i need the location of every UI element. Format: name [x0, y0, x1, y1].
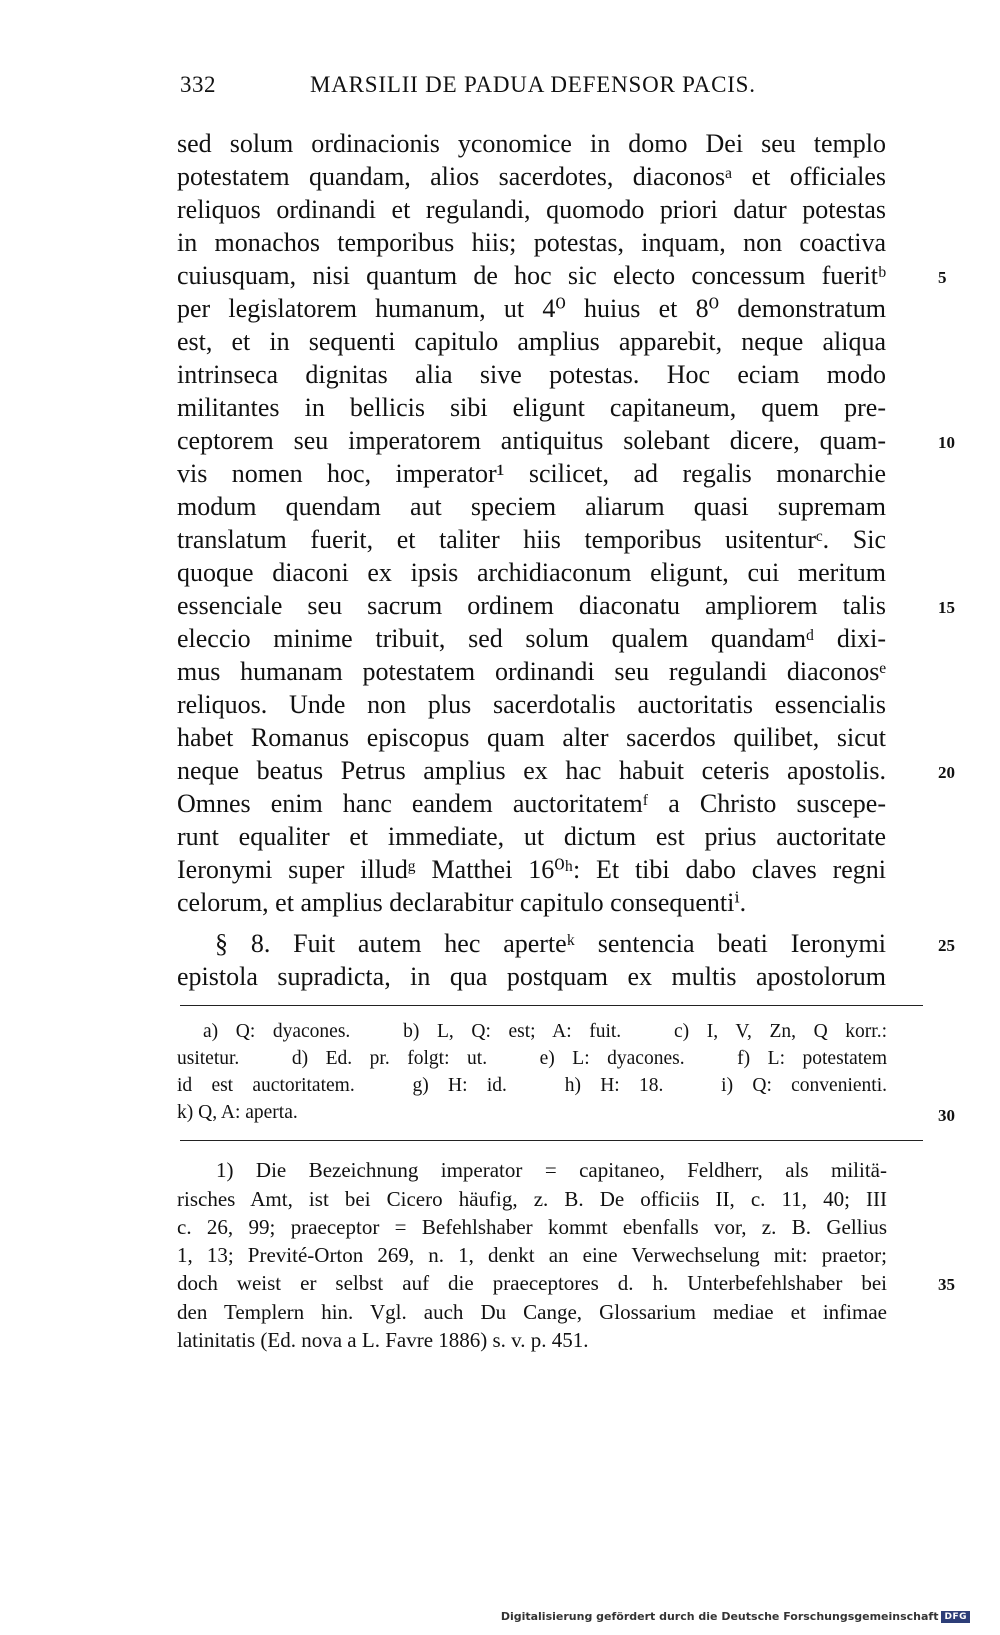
running-head: MARSILII DE PADUA DEFENSOR PACIS. [310, 72, 756, 97]
text-line: runt equaliter et immediate, ut dictum est prius auctoritate [177, 822, 886, 851]
apparatus-line: usitetur. d) Ed. pr. folgt: ut. e) L: dyacones. f) L: potestatem [177, 1048, 887, 1069]
text-line: est, et in sequenti capitulo amplius apparebit, neque aliqua [177, 327, 886, 356]
line-number: 35 [938, 1275, 955, 1294]
line-number: 10 [938, 433, 955, 452]
text-line: epistola supradicta, in qua postquam ex multis apostolorum [177, 962, 886, 991]
footnote-line: risches Amt, ist bei Cicero häufig, z. B. De officiis II, c. 11, 40; III [177, 1187, 887, 1211]
text-line: quoque diaconi ex ipsis archidiaconum eligunt, cui meritum [177, 558, 886, 587]
text-line: reliquos ordinandi et regulandi, quomodo priori datur potestas [177, 195, 886, 224]
line-number: 5 [938, 268, 947, 287]
apparatus-line: id est auctoritatem. g) H: id. h) H: 18. i) Q: convenienti. [177, 1075, 887, 1096]
line-number: 25 [938, 936, 955, 955]
footnote-rule [180, 1140, 923, 1141]
text-line: ceptorem seu imperatorem antiquitus solebant dicere, quam- [177, 426, 886, 455]
text-line: Ieronymi super illudᵍ Matthei 16⁰ʰ: Et tibi dabo claves regni [177, 855, 886, 884]
text-line: reliquos. Unde non plus sacerdotalis auctoritatis essencialis [177, 690, 886, 719]
text-line: potestatem quandam, alios sacerdotes, diaconosᵃ et officiales [177, 162, 886, 191]
text-line: § 8. Fuit autem hec aperteᵏ sentencia beati Ieronymi [215, 929, 886, 958]
text-line: neque beatus Petrus amplius ex hac habuit ceteris apostolis. [177, 756, 886, 785]
text-line: modum quendam aut speciem aliarum quasi supremam [177, 492, 886, 521]
text-line: in monachos temporibus hiis; potestas, inquam, non coactiva [177, 228, 886, 257]
apparatus-rule [180, 1005, 923, 1006]
digitization-credit [501, 1610, 970, 1623]
line-number: 15 [938, 598, 955, 617]
text-line: per legislatorem humanum, ut 4⁰ huius et 8⁰ demonstratum [177, 294, 886, 323]
apparatus-line: k) Q, A: aperta. [177, 1102, 298, 1123]
text-line: cuiusquam, nisi quantum de hoc sic electo concessum fueritᵇ [177, 261, 886, 290]
footnote-line: 1) Die Bezeichnung imperator = capitaneo, Feldherr, als militä- [216, 1158, 887, 1182]
line-number: 30 [938, 1106, 955, 1125]
text-line: Omnes enim hanc eandem auctoritatemᶠ a Christo suscepe- [177, 789, 886, 818]
footnote-line: den Templern hin. Vgl. auch Du Cange, Glossarium mediae et infimae [177, 1300, 887, 1324]
line-number: 20 [938, 763, 955, 782]
text-line: militantes in bellicis sibi eligunt capitaneum, quem pre- [177, 393, 886, 422]
apparatus-line: a) Q: dyacones. b) L, Q: est; A: fuit. c) I, V, Zn, Q korr.: [203, 1021, 887, 1042]
footnote-line: 1, 13; Previté-Orton 269, n. 1, denkt an eine Verwechselung mit: praetor; [177, 1243, 887, 1267]
text-line: mus humanam potestatem ordinandi seu regulandi diaconosᵉ [177, 657, 886, 686]
text-line: translatum fuerit, et taliter hiis temporibus usitenturᶜ. Sic [177, 525, 886, 554]
text-line: essenciale seu sacrum ordinem diaconatu ampliorem talis [177, 591, 886, 620]
text-line: habet Romanus episcopus quam alter sacerdos quilibet, sicut [177, 723, 886, 752]
text-line: celorum, et amplius declarabitur capitulo consequentiⁱ. [177, 888, 747, 917]
dfg-logo: DFG [941, 1611, 970, 1623]
footnote-line: latinitatis (Ed. nova a L. Favre 1886) s. v. p. 451. [177, 1328, 589, 1352]
page-number: 332 [180, 72, 216, 97]
text-line: vis nomen hoc, imperator¹ scilicet, ad regalis monarchie [177, 459, 886, 488]
footnote-line: c. 26, 99; praeceptor = Befehlshaber kommt ebenfalls vor, z. B. Gellius [177, 1215, 887, 1239]
text-line: eleccio minime tribuit, sed solum qualem quandamᵈ dixi- [177, 624, 886, 653]
footnote-line: doch weist er selbst auf die praeceptores d. h. Unterbefehlshaber bei [177, 1271, 887, 1295]
digitization-credit-text: Digitalisierung gefördert durch die Deutsche Forschungsgemeinschaft [500, 1610, 939, 1623]
text-line: intrinseca dignitas alia sive potestas. Hoc eciam modo [177, 360, 886, 389]
text-line: sed solum ordinacionis yconomice in domo Dei seu templo [177, 129, 886, 158]
